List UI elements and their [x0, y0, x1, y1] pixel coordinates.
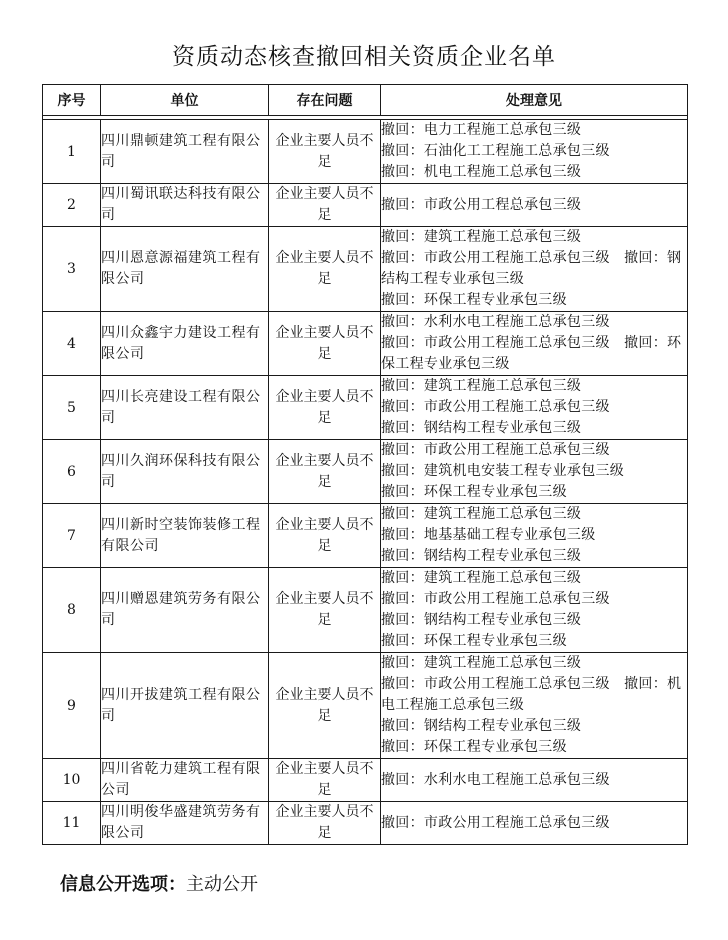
action-line: 撤回：水利水电工程施工总承包三级: [381, 771, 610, 788]
row-unit: 四川众鑫宇力建设工程有限公司: [101, 312, 269, 376]
table-row: [43, 568, 688, 653]
action-line: 撤回：环保工程专业承包三级: [381, 292, 567, 308]
row-number: 10: [43, 759, 101, 802]
row-issue: 企业主要人员不足: [269, 653, 381, 759]
table-row: [43, 184, 688, 227]
action-line: 撤回：市政公用工程施工总承包三级: [381, 814, 610, 831]
row-number: 11: [43, 802, 101, 845]
row-unit: 四川新时空装饰装修工程有限公司: [101, 504, 269, 568]
row-issue: 企业主要人员不足: [269, 440, 381, 504]
row-number: 6: [43, 440, 101, 504]
action-line: 撤回：地基基础工程专业承包三级: [381, 527, 596, 543]
header-issue: 存在问题: [269, 85, 381, 116]
action-line: 撤回：环保工程专业承包三级: [381, 633, 567, 649]
table-body: [43, 116, 688, 845]
disclosure-value: 主动公开: [186, 874, 258, 895]
table-row: [43, 759, 688, 802]
action-line: 撤回：电力工程施工总承包三级: [381, 122, 582, 138]
action-line: 撤回：建筑工程施工总承包三级: [381, 570, 582, 586]
action-line: 撤回：建筑工程施工总承包三级: [381, 378, 582, 394]
table-row: [43, 440, 688, 504]
action-line: 撤回：建筑工程施工总承包三级: [381, 229, 582, 245]
action-line: 撤回：市政公用工程施工总承包三级 撤回：环保工程专业承包三级: [381, 335, 682, 372]
row-issue: 企业主要人员不足: [269, 759, 381, 802]
row-number: 8: [43, 568, 101, 653]
action-line: 撤回：市政公用工程施工总承包三级: [381, 399, 610, 415]
row-actions: [381, 120, 688, 184]
row-issue: 企业主要人员不足: [269, 802, 381, 845]
action-line: 撤回：建筑工程施工总承包三级: [381, 655, 582, 671]
table-row: [43, 653, 688, 759]
action-line: 撤回：钢结构工程专业承包三级: [381, 612, 582, 628]
row-number: 7: [43, 504, 101, 568]
action-line: 撤回：建筑工程施工总承包三级: [381, 506, 582, 522]
row-number: 5: [43, 376, 101, 440]
row-unit: 四川明俊华盛建筑劳务有限公司: [101, 802, 269, 845]
action-line: 撤回：环保工程专业承包三级: [381, 739, 567, 755]
row-number: 2: [43, 184, 101, 227]
action-line: 撤回：市政公用工程施工总承包三级 撤回：钢结构工程专业承包三级: [381, 250, 682, 287]
table-row: [43, 504, 688, 568]
row-actions: [381, 227, 688, 312]
row-actions: [381, 376, 688, 440]
row-number: 3: [43, 227, 101, 312]
row-unit: 四川恩意源福建筑工程有限公司: [101, 227, 269, 312]
table-row: [43, 227, 688, 312]
disclosure-footer: [60, 872, 258, 898]
row-unit: 四川鼎顿建筑工程有限公司: [101, 120, 269, 184]
row-issue: 企业主要人员不足: [269, 227, 381, 312]
header-number: 序号: [43, 85, 101, 116]
table-row: [43, 120, 688, 184]
row-unit: 四川长亮建设工程有限公司: [101, 376, 269, 440]
row-number: 1: [43, 120, 101, 184]
header-unit: 单位: [101, 85, 269, 116]
table-header-row: [43, 85, 688, 116]
row-issue: 企业主要人员不足: [269, 312, 381, 376]
action-line: 撤回：机电工程施工总承包三级: [381, 164, 582, 180]
action-line: 撤回：市政公用工程施工总承包三级 撤回：机电工程施工总承包三级: [381, 676, 682, 713]
row-unit: 四川赠恩建筑劳务有限公司: [101, 568, 269, 653]
row-issue: 企业主要人员不足: [269, 184, 381, 227]
row-actions: [381, 568, 688, 653]
action-line: 撤回：石油化工工程施工总承包三级: [381, 143, 610, 159]
row-issue: 企业主要人员不足: [269, 568, 381, 653]
table-row: [43, 312, 688, 376]
row-issue: 企业主要人员不足: [269, 120, 381, 184]
row-unit: 四川开拔建筑工程有限公司: [101, 653, 269, 759]
row-number: 9: [43, 653, 101, 759]
action-line: 撤回：环保工程专业承包三级: [381, 484, 567, 500]
action-line: 撤回：市政公用工程施工总承包三级: [381, 442, 610, 458]
action-line: 撤回：建筑机电安装工程专业承包三级: [381, 463, 625, 479]
action-line: 撤回：钢结构工程专业承包三级: [381, 548, 582, 564]
row-number: 4: [43, 312, 101, 376]
row-unit: 四川久润环保科技有限公司: [101, 440, 269, 504]
row-actions: [381, 440, 688, 504]
table-row: [43, 376, 688, 440]
action-line: 撤回：市政公用工程总承包三级: [381, 196, 582, 213]
row-issue: 企业主要人员不足: [269, 376, 381, 440]
action-line: 撤回：钢结构工程专业承包三级: [381, 420, 582, 436]
disclosure-label: 信息公开选项：: [60, 874, 186, 895]
row-actions: [381, 312, 688, 376]
document-title: 资质动态核查撤回相关资质企业名单: [172, 44, 556, 70]
row-actions: [381, 759, 688, 802]
row-actions: [381, 184, 688, 227]
action-line: 撤回：钢结构工程专业承包三级: [381, 718, 582, 734]
row-actions: [381, 802, 688, 845]
header-action: 处理意见: [381, 85, 688, 116]
row-unit: 四川蜀讯联达科技有限公司: [101, 184, 269, 227]
row-unit: 四川省乾力建筑工程有限公司: [101, 759, 269, 802]
row-issue: 企业主要人员不足: [269, 504, 381, 568]
table-row: [43, 802, 688, 845]
revocation-table: [42, 84, 688, 845]
action-line: 撤回：水利水电工程施工总承包三级: [381, 314, 610, 330]
row-actions: [381, 653, 688, 759]
action-line: 撤回：市政公用工程施工总承包三级: [381, 591, 610, 607]
row-actions: [381, 504, 688, 568]
